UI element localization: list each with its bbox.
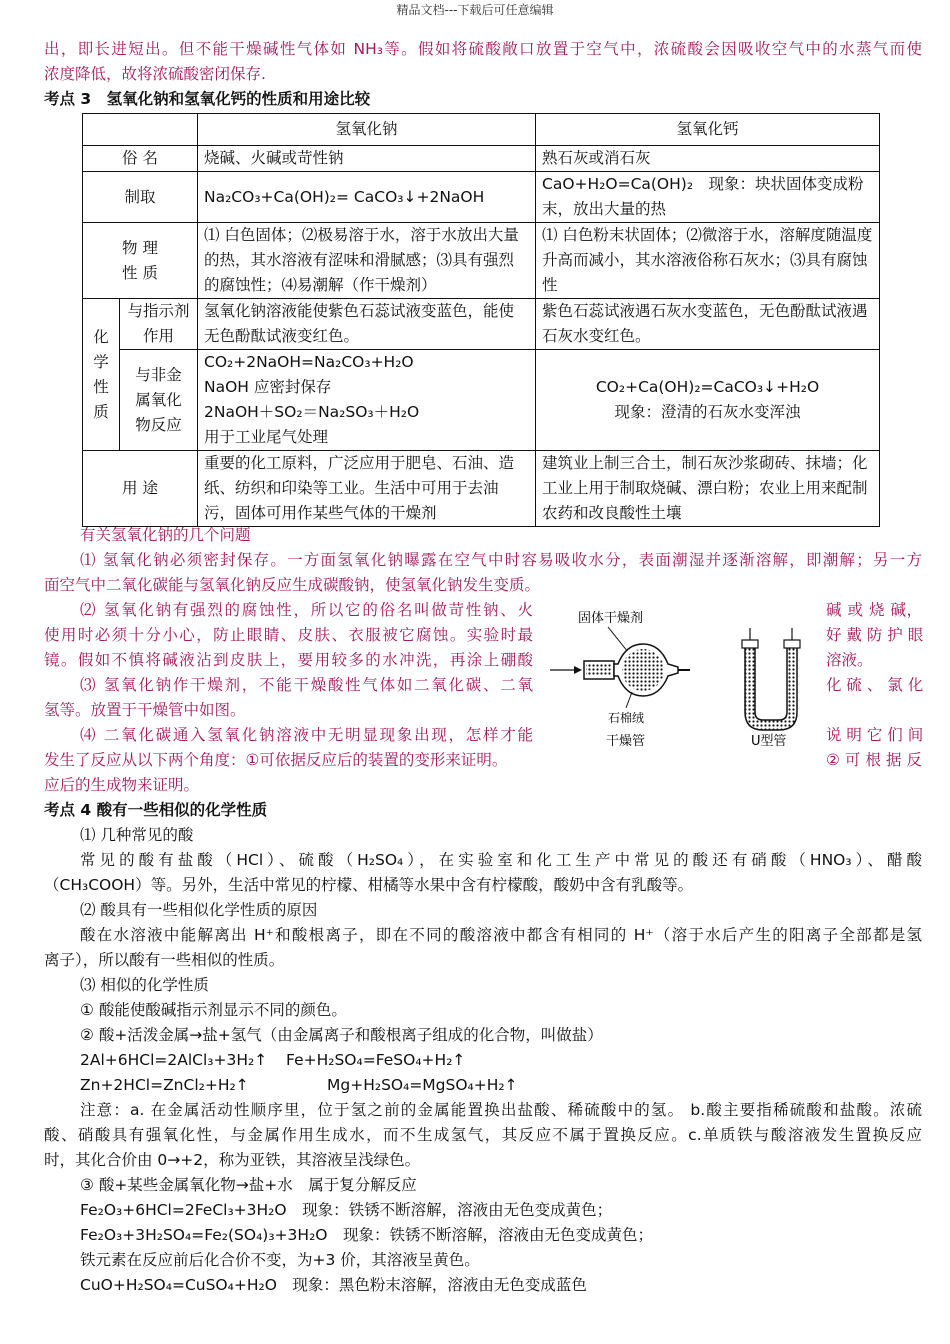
row-label-physical-2: 性 质 — [122, 263, 158, 282]
gas-in-arrowhead — [574, 666, 582, 674]
naoh-co2-equation: CO₂+2NaOH=Na₂CO₃+H₂O — [204, 353, 414, 371]
note2-right-1: 碱 或 烧 碱， — [826, 601, 922, 619]
k4-para1-line-1: 常见的酸有盐酸（HCl）、硫酸（H₂SO₄），在实验室和化工生产中常见的酸还有硝酸（HNO₃）、醋酸 — [80, 851, 922, 869]
equation-fe2o3-hcl: Fe₂O₃+6HCl=2FeCl₃+3H₂O 现象：铁锈不断溶解，溶液由无色变成黄色； — [80, 1201, 613, 1219]
note3-line-1: ⑶ 氢氧化钠作干燥剂，不能干燥酸性气体如二氧化碳、二氧 — [80, 676, 533, 694]
equation-fe2o3-h2so4: Fe₂O₃+3H₂SO₄=Fe₂(SO₄)₃+3H₂O 现象：铁锈不断溶解，溶液由无色变成黄色； — [80, 1226, 653, 1244]
chem-char-2: 学 — [93, 352, 109, 371]
table-row-common-name — [83, 146, 880, 172]
leader-line-desiccant — [608, 627, 628, 652]
u-tube — [745, 645, 797, 730]
table-row-physical — [83, 223, 880, 299]
u-tube-stopper-right — [784, 640, 800, 648]
note4-line-3: 应后的生成物来证明。 — [44, 776, 200, 794]
note4-line-2: 发生了反应从以下两个角度：①可依据反应后的装置的变形来证明。 — [44, 751, 508, 769]
k4-item-1: ① 酸能使酸碱指示剂显示不同的颜色。 — [80, 1001, 347, 1019]
caoh-co2-equation: CO₂+Ca(OH)₂=CaCO₃↓+H₂O — [595, 378, 820, 396]
equation-zn-hcl: Zn+2HCl=ZnCl₂+H₂↑ — [80, 1076, 249, 1094]
cell-naoh-preparation: Na₂CO₃+Ca(OH)₂= CaCO₃↓+2NaOH — [198, 172, 536, 223]
equation-mg-h2so4: Mg+H₂SO₄=MgSO₄+H₂↑ — [327, 1076, 518, 1094]
cell-naoh-nonmetal-oxide — [198, 350, 536, 451]
cell-caoh-preparation: CaO+H₂O=Ca(OH)₂ 现象：块状固体变成粉末，放出大量的热 — [536, 172, 880, 223]
cell-naoh-physical: ⑴ 白色固体；⑵极易溶于水，溶于水放出大量的热，其水溶液有涩味和滑腻感；⑶具有强烈的腐蚀性；⑷易潮解（作干燥剂） — [198, 223, 536, 299]
naoh-storage-note: NaOH 应密封保存 — [204, 378, 332, 396]
row-label-nonmetal-oxide: 与非金属氧化物反应 — [120, 350, 198, 451]
equation-fe-h2so4: Fe+H₂SO₄=FeSO₄+H₂↑ — [286, 1051, 466, 1069]
section-title-k3: 考点 3 氢氧化钠和氢氧化钙的性质和用途比较 — [44, 90, 371, 108]
cell-naoh-indicator: 氢氧化钠溶液能使紫色石蕊试液变蓝色，能使无色酚酞试液变红色。 — [198, 299, 536, 350]
k4-subtitle-3: ⑶ 相似的化学性质 — [80, 976, 209, 994]
naoh-notes-title: 有关氢氧化钠的几个问题 — [80, 526, 251, 544]
row-label-uses: 用 途 — [83, 451, 198, 527]
u-tube-stopper-left — [742, 640, 758, 648]
row-label-physical — [83, 223, 198, 299]
caoh-phenomenon: 现象：澄清的石灰水变浑浊 — [614, 403, 801, 421]
naoh-so2-equation: 2NaOH＋SO₂＝Na₂SO₃＋H₂O — [204, 403, 420, 421]
note3-right-1: 化 硫 、 氯 化 — [826, 676, 924, 694]
note2-line-1: ⑵ 氢氧化钠有强烈的腐蚀性，所以它的俗名叫做苛性钠、火 — [80, 601, 533, 619]
row-label-indicator: 与指示剂作用 — [120, 299, 198, 350]
cell-caoh-indicator: 紫色石蕊试液遇石灰水变蓝色，无色酚酞试液遇石灰水变红色。 — [536, 299, 880, 350]
note2-line-2: 使用时必须十分小心，防止眼睛、皮肤、衣服被它腐蚀。实验时最 — [44, 626, 533, 644]
row-label-preparation: 制取 — [83, 172, 198, 223]
intro-line-1: 出，即长进短出。但不能干燥碱性气体如 NH₃等。假如将硫酸敞口放置于空气中，浓硫酸会因吸收空气中的水蒸气而使 — [44, 40, 922, 58]
cell-caoh-uses: 建筑业上制三合土，制石灰沙浆砌砖、抹墙；化工业上用于制取烧碱、漂白粉；农业上用来配制农药和改良酸性土壤 — [536, 451, 880, 527]
k4-para2-line-2: 离子），所以酸有一些相似的性质。 — [44, 951, 285, 969]
equation-cuo-h2so4: CuO+H₂SO₄=CuSO₄+H₂O 现象：黑色粉末溶解，溶液由无色变成蓝色 — [80, 1276, 587, 1294]
note4-line-1: ⑷ 二氧化碳通入氢氧化钠溶液中无明显现象出现，怎样才能 — [80, 726, 533, 744]
table-row-nonmetal-oxide — [83, 350, 880, 451]
note2-right-2: 好 戴 防 护 眼 — [826, 626, 924, 644]
drying-tube-figure — [548, 600, 823, 750]
k4-para2-line-1: 酸在水溶液中能解离出 H⁺和酸根离子，即在不同的酸溶液中都含有相同的 H⁺（溶于水后产生的阳离子全部都是氢 — [80, 926, 922, 944]
table-row-indicator — [83, 299, 880, 350]
naoh-usage-note: 用于工业尾气处理 — [204, 428, 329, 446]
label-drying-tube: 干燥管 — [606, 734, 646, 749]
note4-right-2: ② 可 根 据 反 — [826, 751, 922, 769]
note3-line-2: 氢等。放置于干燥管中如图。 — [44, 701, 246, 719]
note1-line-1: ⑴ 氢氧化钠必须密封保存。一方面氢氧化钠曝露在空气中时容易吸收水分，表面潮湿并逐渐溶解，即潮解；另一方 — [80, 551, 922, 569]
k4-note-line-2: 酸、硝酸具有强氧化性，与金属作用生成水，而不生成氢气，其反应不属于置换反应。c.单质铁与酸溶液发生置换反应 — [44, 1126, 922, 1144]
desiccant-granules — [622, 649, 664, 691]
equation-al-hcl: 2Al+6HCl=2AlCl₃+3H₂↑ — [80, 1051, 268, 1069]
label-asbestos-wool: 石棉绒 — [608, 711, 645, 725]
cell-caoh-common-name: 熟石灰或消石灰 — [536, 146, 880, 172]
table-header-row — [83, 114, 880, 146]
note4-right-1: 说 明 它 们 间 — [826, 726, 924, 744]
label-solid-desiccant: 固体干燥剂 — [578, 611, 644, 626]
intro-line-2: 浓度降低，故将浓硫酸密闭保存. — [44, 65, 266, 83]
iron-valence-note: 铁元素在反应前后化合价不变，为+3 价，其溶液呈黄色。 — [80, 1251, 480, 1269]
note2-right-3: 溶液。 — [826, 651, 873, 669]
header-naoh: 氢氧化钠 — [198, 114, 536, 146]
k4-subtitle-1: ⑴ 几种常见的酸 — [80, 826, 194, 844]
row-label-common-name: 俗 名 — [83, 146, 198, 172]
cell-caoh-nonmetal-oxide — [536, 350, 880, 451]
row-group-label-chemical — [83, 299, 120, 451]
k4-note-line-1: 注意：a. 在金属活动性顺序里，位于氢之前的金属能置换出盐酸、稀硫酸中的氢。 b.酸主要指稀硫酸和盐酸。浓硫 — [80, 1101, 922, 1119]
k4-item-3: ③ 酸+某些金属氧化物→盐+水 属于复分解反应 — [80, 1176, 417, 1194]
page-header: 精品文档---下载后可任意编辑 — [396, 3, 554, 17]
note1-line-2: 面空气中二氧化碳能与氢氧化钠反应生成碳酸钠，使氢氧化钠发生变质。 — [44, 576, 541, 594]
leader-line-wool — [626, 692, 632, 708]
cell-naoh-uses: 重要的化工原料，广泛应用于肥皂、石油、造纸、纺织和印染等工业。生活中可用于去油污，固体可用作某些气体的干燥剂 — [198, 451, 536, 527]
k4-item-2: ② 酸+活泼金属→盐+氢气（由金属离子和酸根离子组成的化合物，叫做盐） — [80, 1026, 603, 1044]
k4-subtitle-2: ⑵ 酸具有一些相似化学性质的原因 — [80, 901, 318, 919]
cell-caoh-physical: ⑴ 白色粉末状固体；⑵微溶于水，溶解度随温度升高而减小，其水溶液俗称石灰水；⑶具有腐蚀性 — [536, 223, 880, 299]
table-row-uses — [83, 451, 880, 527]
chem-char-1: 化 — [93, 327, 109, 346]
table-corner-cell — [83, 114, 198, 146]
row-label-physical-1: 物 理 — [122, 238, 158, 257]
note2-line-3: 镜。假如不慎将碱液沾到皮肤上，要用较多的水冲洗，再涂上硼酸 — [44, 651, 533, 669]
header-caoh: 氢氧化钙 — [536, 114, 880, 146]
k4-para1-line-2: （CH₃COOH）等。另外，生活中常见的柠檬、柑橘等水果中含有柠檬酸，酸奶中含有乳酸等。 — [44, 876, 694, 894]
cell-naoh-common-name: 烧碱、火碱或苛性钠 — [198, 146, 536, 172]
section-title-k4: 考点 4 酸有一些相似的化学性质 — [44, 801, 268, 819]
k4-note-line-3: 时，其化合价由 0→+2，称为亚铁，其溶液呈浅绿色。 — [44, 1151, 421, 1169]
comparison-table — [82, 113, 880, 527]
table-row-preparation — [83, 172, 880, 223]
label-u-tube: U型管 — [751, 734, 787, 749]
chem-char-3: 性 — [93, 377, 109, 396]
tube-stem-fill — [586, 664, 612, 676]
chem-char-4: 质 — [93, 402, 109, 421]
